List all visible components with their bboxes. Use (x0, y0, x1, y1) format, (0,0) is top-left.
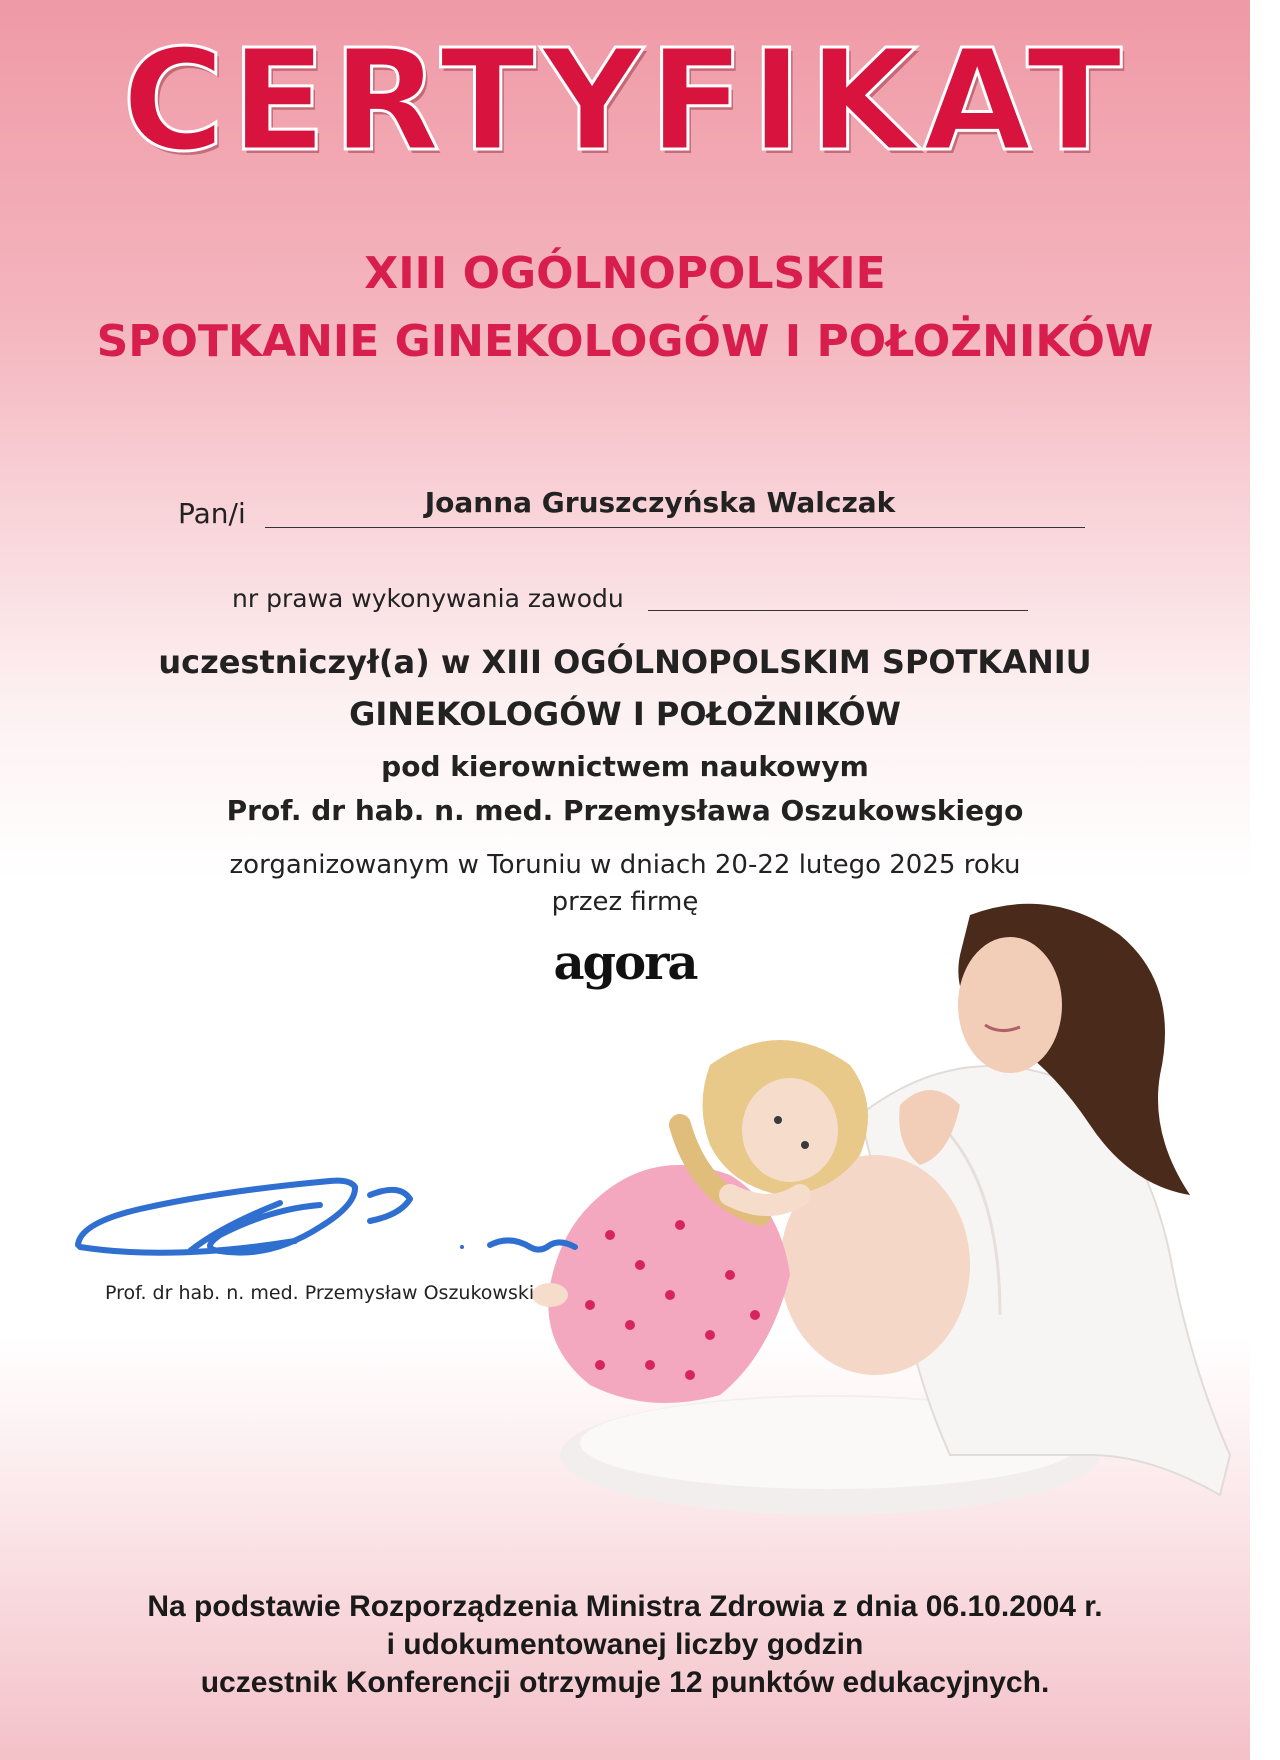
footer-line3: uczestnik Konferencji otrzymuje 12 punktów edukacyjnych. (200, 1666, 1050, 1699)
leadership-line1: pod kierownictwem naukowym (381, 750, 869, 783)
recipient-name: Joanna Gruszczyńska Walczak (424, 486, 896, 519)
licence-label: nr prawa wykonywania zawodu (232, 584, 624, 613)
footer-line2: i udokumentowanej liczby godzin (386, 1628, 864, 1661)
signature-graphic (70, 1165, 590, 1275)
event-title-line2: SPOTKANIE GINEKOLOGÓW I POŁOŻNIKÓW (96, 316, 1154, 367)
recipient-label: Pan/i (178, 497, 246, 530)
participation-line1: uczestniczył(a) w XIII OGÓLNOPOLSKIM SPOTKANIU (158, 643, 1092, 681)
event-title-line1: XIII OGÓLNOPOLSKIE (364, 248, 886, 299)
scan-margin (1250, 0, 1280, 1760)
leadership-line2: Prof. dr hab. n. med. Przemysława Oszukowskiego (226, 794, 1024, 827)
licence-underline (648, 610, 1028, 611)
organized-line1: zorganizowanym w Toruniu w dniach 20-22 lutego 2025 roku (229, 850, 1021, 880)
organized-line2: przez firmę (551, 887, 699, 917)
participation-line2: GINEKOLOGÓW I POŁOŻNIKÓW (349, 695, 901, 733)
signatory-name: Prof. dr hab. n. med. Przemysław Oszukowski (105, 1282, 535, 1304)
recipient-underline (265, 527, 1085, 528)
footer-line1: Na podstawie Rozporządzenia Ministra Zdrowia z dnia 06.10.2004 r. (147, 1590, 1103, 1623)
mother-daughter-photo (530, 895, 1250, 1545)
certificate-title: CERTYFIKAT (122, 20, 1128, 183)
agora-logo: agora (553, 935, 697, 991)
